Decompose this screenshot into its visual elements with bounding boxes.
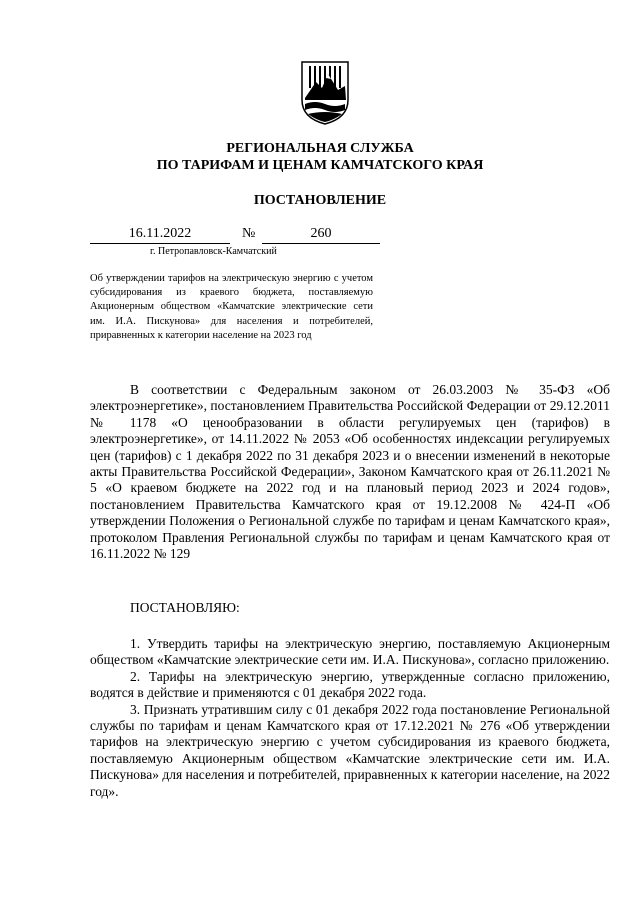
resolution-item-2: 2. Тарифы на электрическую энергию, утвержденные согласно приложению, водятся в действие и применяются с 01 декабря 2022 года. [90,668,610,701]
kamchatka-coat-of-arms-icon [300,60,350,126]
resolution-item-1: 1. Утвердить тарифы на электрическую энергию, поставляемую Акционерным обществом «Камчатские электрические сети им. И.А. Пискунова», согласно приложению. [90,636,610,668]
document-type: ПОСТАНОВЛЕНИЕ [253,193,387,208]
date-number-row [90,226,390,244]
preamble-paragraph: В соответствии с Федеральным законом от 26.03.2003 № 35-ФЗ «Об электроэнергетике», постановлением Правительства Российской Федерации от 29.12.2011 № 1178 «О ценообразовании в области регулируемых цен (тарифов) в электроэнергетике», от 14.11.2022 № 2053 «Об особенностях индексации регулируемых цен (тарифов) с 1 декабря 2022 по 31 декабря 2023 и о внесении изменений в некоторые акты Правительства Российской Федерации», Законом Камчатского края от 26.11.2021 № 5 «О краевом бюджете на 2022 год и на плановый период 2023 и 2024 годов», постановлением Правительства Камчатского края от 19.12.2008 № 424-П «Об утверждении Положения о Региональной службе по тарифам и ценам Камчатского края», протоколом Правления Региональной службы по тарифам и ценам Камчатского края от 16.11.2022 № 129 [90,382,610,562]
org-title-line2: ПО ТАРИФАМ И ЦЕНАМ КАМЧАТСКОГО КРАЯ [156,158,484,173]
number-sign: № [242,226,256,241]
resolution-items [90,636,610,800]
org-title-line1: РЕГИОНАЛЬНАЯ СЛУЖБА [226,141,414,156]
document-date: 16.11.2022 [90,226,230,244]
resolution-item-3: 3. Признать утратившим силу с 01 декабря 2022 года постановление Региональной службы по тарифам и ценам Камчатского края от 17.12.2021 № 276 «Об утверждении тарифов на электрическую энергию с учетом субсидирования из краевого бюджета, поставляемую Акционерным обществом «Камчатские электрические сети им. И.А. Пискунова» для населения и потребителей, приравненных к категории население, на 2022 год». [90,701,610,799]
issue-city: г. Петропавловск-Камчатский [150,246,277,257]
document-subject: Об утверждении тарифов на электрическую энергию с учетом субсидирования из краевого бюджета, поставляемую Акционерным обществом «Камчатские электрические сети им. И.А. Пискунова» для населения и потребителей, приравненных к категории население на 2023 год [90,273,373,341]
document-number: 260 [262,226,380,244]
resolve-word: ПОСТАНОВЛЯЮ: [130,600,240,615]
